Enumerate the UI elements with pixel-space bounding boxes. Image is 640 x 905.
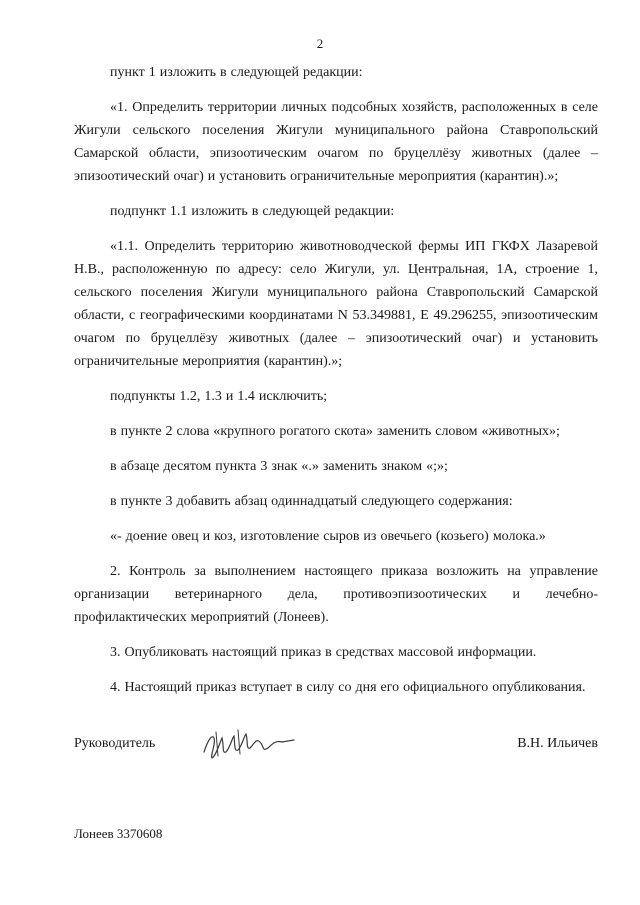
executor-note: Лонеев 3370608 [74,826,163,841]
signer-title: Руководитель [74,736,156,751]
signature-block [74,736,598,766]
signer-name: В.Н. Ильичев [517,736,598,751]
paragraph-item-3-sign-change: в абзаце десятом пункта 3 знак «.» заменить знаком «;»; [110,459,448,474]
paragraph-subitems-excluded: подпункты 1.2, 1.3 и 1.4 исключить; [110,389,328,404]
page-number: 2 [316,36,324,51]
paragraph-item-3-addition-text: «- доение овец и коз, изготовление сыров из овечьего (козьего) молока.» [110,529,546,544]
paragraph-subitem-1-1-intro: подпункт 1.1 изложить в следующей редакции: [110,204,395,219]
paragraph-item-1-intro: пункт 1 изложить в следующей редакции: [110,65,363,80]
document-body [74,61,598,711]
paragraph-item-3-addition-intro: в пункте 3 добавить абзац одиннадцатый следующего содержания: [110,494,513,509]
paragraph-control: 2. Контроль за выполнением настоящего приказа возложить на управление организации ветеринарного дела, противоэпизоотических и лечебно-профилактических мероприятий (Лонеев). [74,564,598,625]
handwritten-signature [198,726,298,762]
paragraph-effective: 4. Настоящий приказ вступает в силу со дня его официального опубликования. [110,680,586,695]
paragraph-publish: 3. Опубликовать настоящий приказ в средствах массовой информации. [110,645,537,660]
paragraph-item-1-text: «1. Определить территории личных подсобных хозяйств, расположенных в селе Жигули сельского поселения Жигули муниципального района Ставропольский Самарской области, эпизоотическим очагом по бруцеллёзу животных (далее – эпизоотический очаг) и установить ограничительные мероприятия (карантин).»; [74,100,598,184]
paragraph-item-2-amendment: в пункте 2 слова «крупного рогатого скота» заменить словом «животных»; [110,424,560,439]
paragraph-subitem-1-1-text: «1.1. Определить территорию животноводческой фермы ИП ГКФХ Лазаревой Н.В., расположенную по адресу: село Жигули, ул. Центральная, 1А, строение 1, сельского поселения Жигули муниципального района Ставропольский Самарской области, с географическими координатами N 53.349881, E 49.296255, эпизоотическим очагом по бруцеллёзу животных (далее – эпизоотический очаг) и установить ограничительные мероприятия (карантин).»; [74,239,598,369]
